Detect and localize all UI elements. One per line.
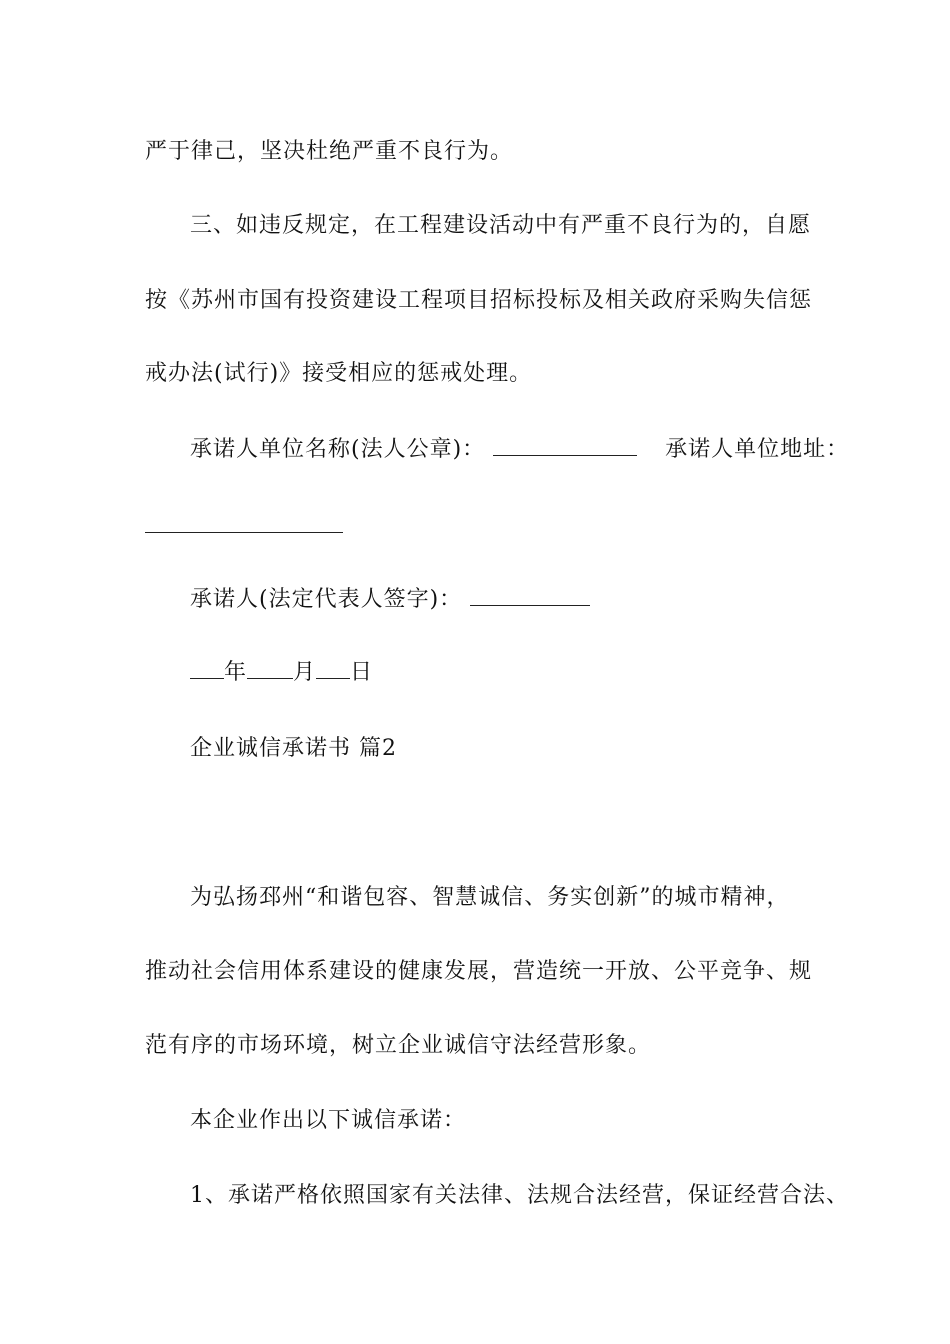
paragraph-line: 1、承诺严格依照国家有关法律、法规合法经营，保证经营合法、 (190, 1183, 849, 1208)
paragraph-line: 推动社会信用体系建设的健康发展，营造统一开放、公平竞争、规 (145, 959, 813, 984)
paragraph-line: 严于律己，坚决杜绝严重不良行为。 (145, 139, 514, 164)
paragraph-line: 为弘扬邳州“和谐包容、智慧诚信、务实创新”的城市精神， (190, 885, 790, 910)
month-label: 月 (293, 660, 317, 685)
month-blank[interactable] (247, 660, 293, 679)
date-line (190, 660, 373, 686)
paragraph-line: 范有序的市场环境，树立企业诚信守法经营形象。 (145, 1033, 652, 1058)
unit-name-label: 承诺人单位名称(法人公章)： (190, 437, 486, 462)
unit-address-blank[interactable] (145, 512, 343, 533)
day-label: 日 (350, 660, 374, 685)
section-title: 企业诚信承诺书 篇2 (190, 736, 397, 761)
year-label: 年 (224, 660, 248, 685)
unit-address-label: 承诺人单位地址： (665, 437, 850, 462)
day-blank[interactable] (316, 660, 350, 679)
year-blank[interactable] (190, 660, 224, 679)
signature-label: 承诺人(法定代表人签字)： (190, 587, 463, 612)
paragraph-line: 三、如违反规定，在工程建设活动中有严重不良行为的，自愿 (190, 213, 812, 238)
unit-name-blank[interactable] (493, 437, 637, 456)
signature-blank[interactable] (470, 587, 590, 606)
signature-line (190, 587, 590, 613)
paragraph-line: 本企业作出以下诚信承诺： (190, 1108, 467, 1133)
paragraph-line: 戒办法(试行)》接受相应的惩戒处理。 (145, 361, 533, 386)
unit-info-line (190, 437, 849, 463)
paragraph-line: 按《苏州市国有投资建设工程项目招标投标及相关政府采购失信惩 (145, 288, 813, 313)
